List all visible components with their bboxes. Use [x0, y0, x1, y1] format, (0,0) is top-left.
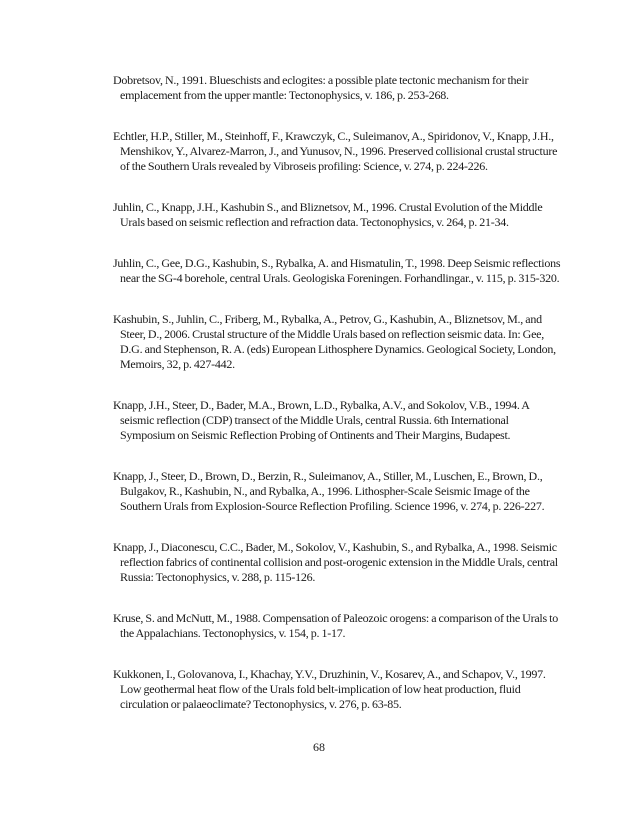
reference-entry: Echtler, H.P., Stiller, M., Steinhoff, F., Krawczyk, C., Suleimanov, A., Spiridonov, V., Knapp, J.H., Menshikov, Y., Alvarez-Marron, J., and Yunusov, N., 1996. Preserved collisional crustal structure of the Southern Urals revealed by Vibroseis profiling: Science, v. 274, p. 224-226. [113, 129, 558, 173]
reference-entry: Kruse, S. and McNutt, M., 1988. Compensation of Paleozoic orogens: a comparison of the Urals to the Appalachians. Tectonophysics, v. 154, p. 1-17. [113, 611, 558, 640]
page-number: 68 [313, 740, 325, 754]
reference-entry: Juhlin, C., Knapp, J.H., Kashubin S., and Bliznetsov, M., 1996. Crustal Evolution of the Middle Urals based on seismic reflection and refraction data. Tectonophysics, v. 264, p. 21-34. [113, 200, 543, 229]
reference-list [113, 73, 563, 712]
reference-entry: Kashubin, S., Juhlin, C., Friberg, M., Rybalka, A., Petrov, G., Kashubin, A., Bliznetsov, M., and Steer, D., 2006. Crustal structure of the Middle Urals based on reflection seismic data. In: Gee, D.G. and Stephenson, R. A. (eds) European Lithosphere Dynamics. Geological Society, London, Memoirs, 32, p. 427-442. [113, 312, 556, 371]
reference-entry: Knapp, J., Steer, D., Brown, D., Berzin, R., Suleimanov, A., Stiller, M., Luschen, E., Brown, D., Bulgakov, R., Kashubin, N., and Rybalka, A., 1996. Lithospher-Scale Seismic Image of the Southern Urals from Explosion-Source Reflection Profiling. Science 1996, v. 274, p. 226-227. [113, 469, 545, 513]
reference-entry: Dobretsov, N., 1991. Blueschists and eclogites: a possible plate tectonic mechanism for their emplacement from the upper mantle: Tectonophysics, v. 186, p. 253-268. [113, 73, 529, 102]
reference-entry: Knapp, J.H., Steer, D., Bader, M.A., Brown, L.D., Rybalka, A.V., and Sokolov, V.B., 1994. A seismic reflection (CDP) transect of the Middle Urals, central Russia. 6th International Symposium on Seismic Reflection Probing of Ontinents and Their Margins, Budapest. [113, 398, 530, 442]
reference-entry: Knapp, J., Diaconescu, C.C., Bader, M., Sokolov, V., Kashubin, S., and Rybalka, A., 1998. Seismic reflection fabrics of continental collision and post-orogenic extension in the Middle Urals, central Russia: Tectonophysics, v. 288, p. 115-126. [113, 540, 558, 584]
reference-entry: Juhlin, C., Gee, D.G., Kashubin, S., Rybalka, A. and Hismatulin, T., 1998. Deep Seismic reflections near the SG-4 borehole, central Urals. Geologiska Foreningen. Forhandlingar., v. 115, p. 315-320. [113, 256, 561, 285]
reference-entry: Kukkonen, I., Golovanova, I., Khachay, Y.V., Druzhinin, V., Kosarev, A., and Schapov, V., 1997. Low geothermal heat flow of the Urals fold belt-implication of low heat production, fluid circulation or palaeoclimate? Tectonophysics, v. 276, p. 63-85. [113, 667, 546, 711]
